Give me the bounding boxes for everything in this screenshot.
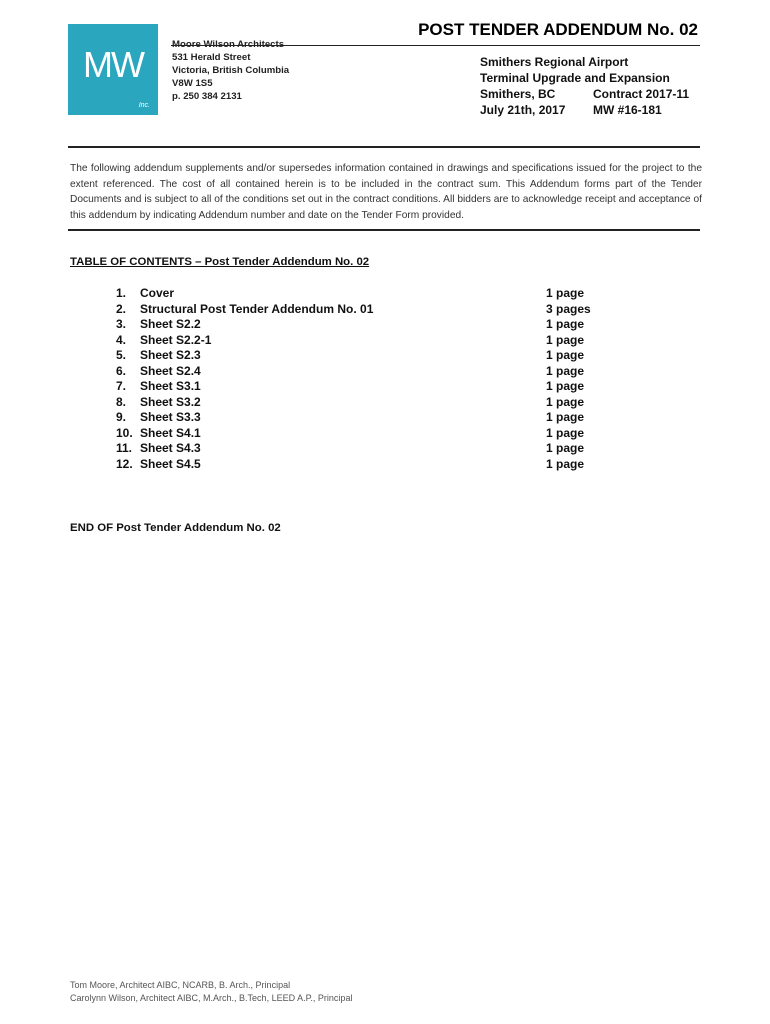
toc-item-label: Structural Post Tender Addendum No. 01	[140, 301, 374, 316]
toc-item-number: 5.	[116, 348, 127, 362]
toc-item	[116, 302, 616, 318]
toc-item-number: 8.	[116, 394, 127, 409]
toc-item-number: 6.	[116, 363, 127, 378]
toc-item-pages: 1 page	[546, 332, 585, 347]
toc-item-label: Sheet S3.2	[140, 394, 201, 409]
firm-street: 531 Herald Street	[172, 52, 251, 63]
toc-item-label: Sheet S4.3	[140, 441, 201, 455]
document-title: POST TENDER ADDENDUM No. 02	[418, 20, 698, 39]
footer-principal-2: Carolynn Wilson, Architect AIBC, M.Arch., B.Tech, LEED A.P., Principal	[70, 992, 353, 1003]
toc-item-pages: 1 page	[546, 425, 585, 440]
toc-item	[116, 395, 616, 411]
toc-item-number: 9.	[116, 410, 127, 424]
toc-item	[116, 348, 616, 364]
toc-item-pages: 1 page	[546, 410, 585, 424]
toc-item-pages: 1 page	[546, 379, 585, 393]
intro-rule	[68, 229, 700, 231]
firm-city: Victoria, British Columbia	[172, 65, 290, 76]
toc-item	[116, 286, 616, 302]
toc-item-pages: 1 page	[546, 456, 585, 471]
toc-item-pages: 1 page	[546, 394, 585, 409]
toc-item-number: 10.	[116, 425, 133, 440]
intro-paragraph: The following addendum supplements and/or supersedes information contained in drawings and specifications issued for the project to the extent referenced. The cost of all contained herein is to be included in the contract sum. This Addendum forms part of the Tender Documents and is subject to all of the conditions set out in the contract conditions. All bidders are to acknowledge receipt and acceptance of this addendum by indicating Addendum number and date on the Tender Form provided.	[70, 163, 702, 221]
company-logo	[68, 24, 158, 115]
header-rule	[68, 146, 700, 148]
toc-item-pages: 1 page	[546, 348, 585, 362]
footer-principal-1: Tom Moore, Architect AIBC, NCARB, B. Arch., Principal	[70, 980, 291, 990]
toc-item-label: Cover	[140, 286, 175, 300]
toc-item-number: 2.	[116, 301, 127, 316]
toc-item-pages: 1 page	[546, 441, 585, 455]
toc-item-label: Sheet S4.1	[140, 425, 201, 440]
toc-item-number: 12.	[116, 456, 133, 471]
project-info	[480, 54, 689, 118]
logo-suffix: Inc.	[138, 102, 150, 109]
firm-postal: V8W 1S5	[172, 78, 213, 89]
toc-item-pages: 1 page	[546, 363, 585, 378]
toc-item-label: Sheet S2.3	[140, 348, 201, 362]
toc-item-number: 1.	[116, 286, 127, 300]
toc-item	[116, 441, 616, 457]
logo-mark: MW	[83, 44, 143, 85]
project-date: July 21th, 2017	[480, 103, 566, 117]
toc-item-pages: 3 pages	[546, 301, 591, 316]
toc-item-number: 4.	[116, 332, 127, 347]
toc-item-number: 3.	[116, 317, 127, 331]
project-contract: Contract 2017-11	[593, 87, 690, 101]
table-of-contents	[116, 286, 616, 472]
title-divider	[171, 45, 700, 46]
toc-title: TABLE OF CONTENTS – Post Tender Addendum No. 02	[70, 256, 370, 268]
toc-item	[116, 379, 616, 395]
end-statement: END OF Post Tender Addendum No. 02	[70, 522, 281, 534]
firm-phone: p. 250 384 2131	[172, 91, 242, 102]
toc-item-label: Sheet S4.5	[140, 456, 201, 471]
toc-item	[116, 317, 616, 333]
toc-item-label: Sheet S2.2	[140, 317, 201, 331]
toc-item-label: Sheet S3.3	[140, 410, 201, 424]
firm-address	[172, 38, 289, 103]
toc-item-label: Sheet S2.2-1	[140, 332, 212, 347]
toc-item	[116, 457, 616, 473]
toc-item-label: Sheet S3.1	[140, 379, 201, 393]
toc-item	[116, 364, 616, 380]
footer	[70, 979, 352, 1004]
toc-item-number: 7.	[116, 379, 127, 393]
toc-item-number: 11.	[116, 441, 133, 455]
toc-item	[116, 410, 616, 426]
project-job-number: MW #16-181	[593, 103, 662, 117]
toc-item-label: Sheet S2.4	[140, 363, 201, 378]
toc-item	[116, 333, 616, 349]
project-name: Smithers Regional Airport	[480, 55, 629, 69]
project-location: Smithers, BC	[480, 87, 556, 101]
toc-item	[116, 426, 616, 442]
toc-item-pages: 1 page	[546, 286, 585, 300]
toc-item-pages: 1 page	[546, 317, 585, 331]
project-scope: Terminal Upgrade and Expansion	[480, 71, 670, 85]
